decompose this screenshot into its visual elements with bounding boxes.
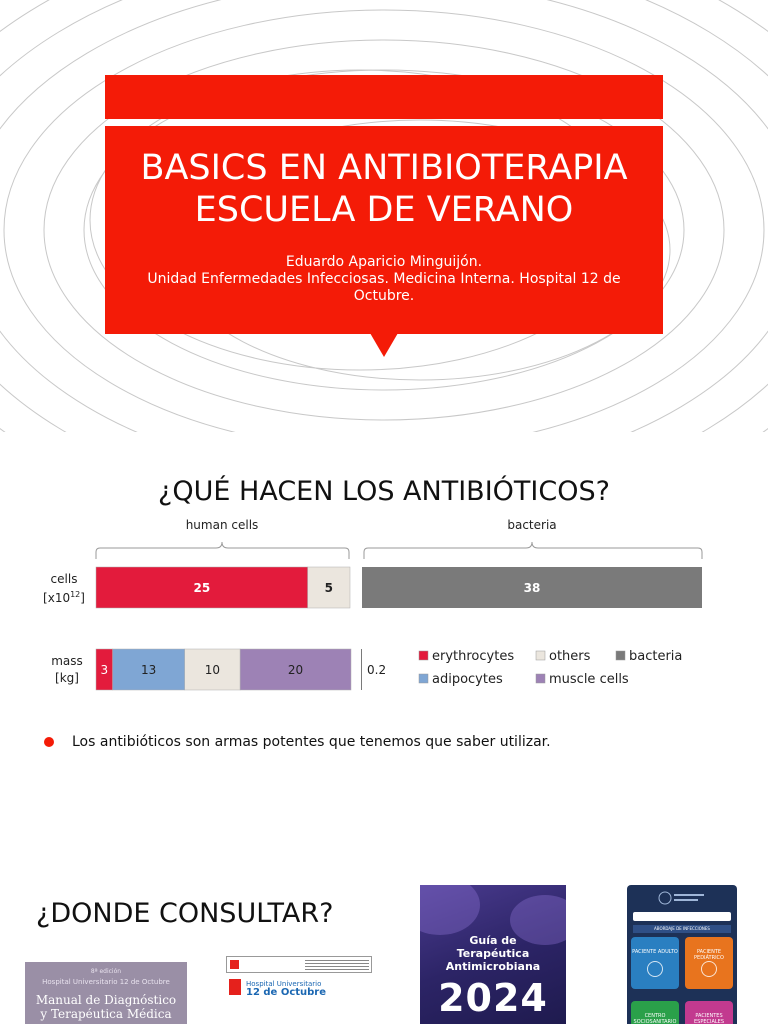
app-tile-adult: [631, 937, 679, 989]
legend-label-others: others: [549, 649, 591, 664]
title-top-strip: [105, 75, 663, 119]
bracket-bacteria: [364, 542, 702, 559]
app-tile-label: PACIENTES ESPECIALES: [693, 1013, 724, 1024]
legend-swatch-others: [536, 651, 545, 660]
app-search-bar: [633, 912, 731, 921]
bacteria-illustration-icon: [420, 885, 480, 935]
legend-swatch-bacteria: [616, 651, 625, 660]
legend-label-adipocytes: adipocytes: [432, 672, 503, 687]
slide-title: [0, 0, 768, 432]
bar-label-cells-bacteria: 38: [523, 581, 541, 595]
bar-label-mass-others: 10: [204, 663, 221, 677]
slide2-title: ¿QUÉ HACEN LOS ANTIBIÓTICOS?: [158, 476, 610, 507]
protocol-document-image: [226, 956, 372, 998]
app-screenshot-image: [627, 885, 737, 1024]
bar-label-mass-muscle-cells: 20: [287, 663, 304, 677]
app-tile-sociosanitario: [631, 1001, 679, 1024]
guia-title-line3: Antimicrobiana: [445, 960, 541, 973]
protocol-hospital-line2: 12 de Octubre: [246, 987, 327, 998]
app-tile-label: PACIENTE ADULTO: [632, 949, 678, 955]
group-label-bacteria: bacteria: [507, 518, 557, 532]
madrid-star-logo-icon: [229, 979, 241, 995]
app-tile-label: PACIENTE PEDIÁTRICO: [694, 949, 724, 961]
manual-title-line2: y Terapéutica Médica: [40, 1007, 172, 1021]
protocol-header-text-lines: [305, 959, 369, 971]
bullet-dot: [44, 737, 54, 747]
group-label-human-cells: human cells: [185, 518, 259, 532]
legend-label-erythrocytes: erythrocytes: [432, 649, 515, 664]
guia-title-line2: Terapéutica: [456, 947, 530, 960]
slide-references: [0, 864, 768, 1024]
title-box: [105, 126, 663, 334]
bar-label-cells-others: 5: [324, 581, 334, 595]
guia-cover-image: [420, 885, 566, 1024]
cells-mass-chart: [0, 512, 768, 712]
legend-swatch-erythrocytes: [419, 651, 428, 660]
legend-swatch-adipocytes: [419, 674, 428, 683]
app-tile-special: [685, 1001, 733, 1024]
slide3-title: ¿DONDE CONSULTAR?: [36, 898, 334, 929]
bar-label-mass-erythrocytes: 3: [100, 663, 109, 677]
child-icon: [701, 961, 717, 977]
slide-title-line1: BASICS EN ANTIBIOTERAPIA: [140, 148, 628, 188]
row-label-mass-unit: [kg]: [55, 671, 79, 685]
title-box-pointer: [370, 333, 398, 357]
manual-title-line1: Manual de Diagnóstico: [35, 993, 177, 1007]
author-name: Eduardo Aparicio Minguijón.: [285, 254, 483, 270]
bar-label-cells-erythrocytes: 25: [193, 581, 211, 595]
slide-antibiotics: [0, 432, 768, 864]
row-label-mass: mass: [51, 654, 83, 668]
guia-title-line1: Guía de: [469, 934, 517, 947]
legend-label-muscle-cells: muscle cells: [549, 672, 629, 687]
app-logo-icon: [657, 890, 707, 906]
app-tile-label: CENTRO SOCIOSANITARIO: [633, 1013, 677, 1024]
author-affiliation: Unidad Enfermedades Infecciosas. Medicina Interna. Hospital 12 de Octubre.: [147, 271, 621, 304]
protocol-hospital-line1: Hospital Universitario: [246, 980, 322, 988]
bullet-text: Los antibióticos son armas potentes que tenemos que saber utilizar.: [72, 734, 551, 750]
guia-year: 2024: [438, 976, 548, 1020]
legend-swatch-muscle-cells: [536, 674, 545, 683]
bar-label-mass-bacteria: 0.2: [367, 663, 387, 677]
legend-label-bacteria: bacteria: [629, 649, 683, 664]
protocol-header: [226, 956, 372, 973]
person-icon: [647, 961, 663, 977]
bar-label-mass-adipocytes: 13: [141, 663, 157, 677]
row-label-cells-unit: $[x10^{12}]$: [43, 590, 85, 605]
bar-mass-bacteria: [361, 649, 362, 690]
madrid-logo-icon: [230, 960, 239, 969]
app-section-label: ABORDAJE DE INFECCIONES: [633, 925, 731, 933]
app-tile-pediatric: [685, 937, 733, 989]
manual-hospital: Hospital Universitario 12 de Octubre: [42, 978, 170, 986]
manual-cover-image: [25, 962, 187, 1024]
manual-edition: 8ª edición: [90, 968, 122, 975]
row-label-cells: cells: [50, 572, 78, 586]
bracket-human-cells: [96, 542, 349, 559]
slide-title-line2: ESCUELA DE VERANO: [194, 190, 574, 230]
